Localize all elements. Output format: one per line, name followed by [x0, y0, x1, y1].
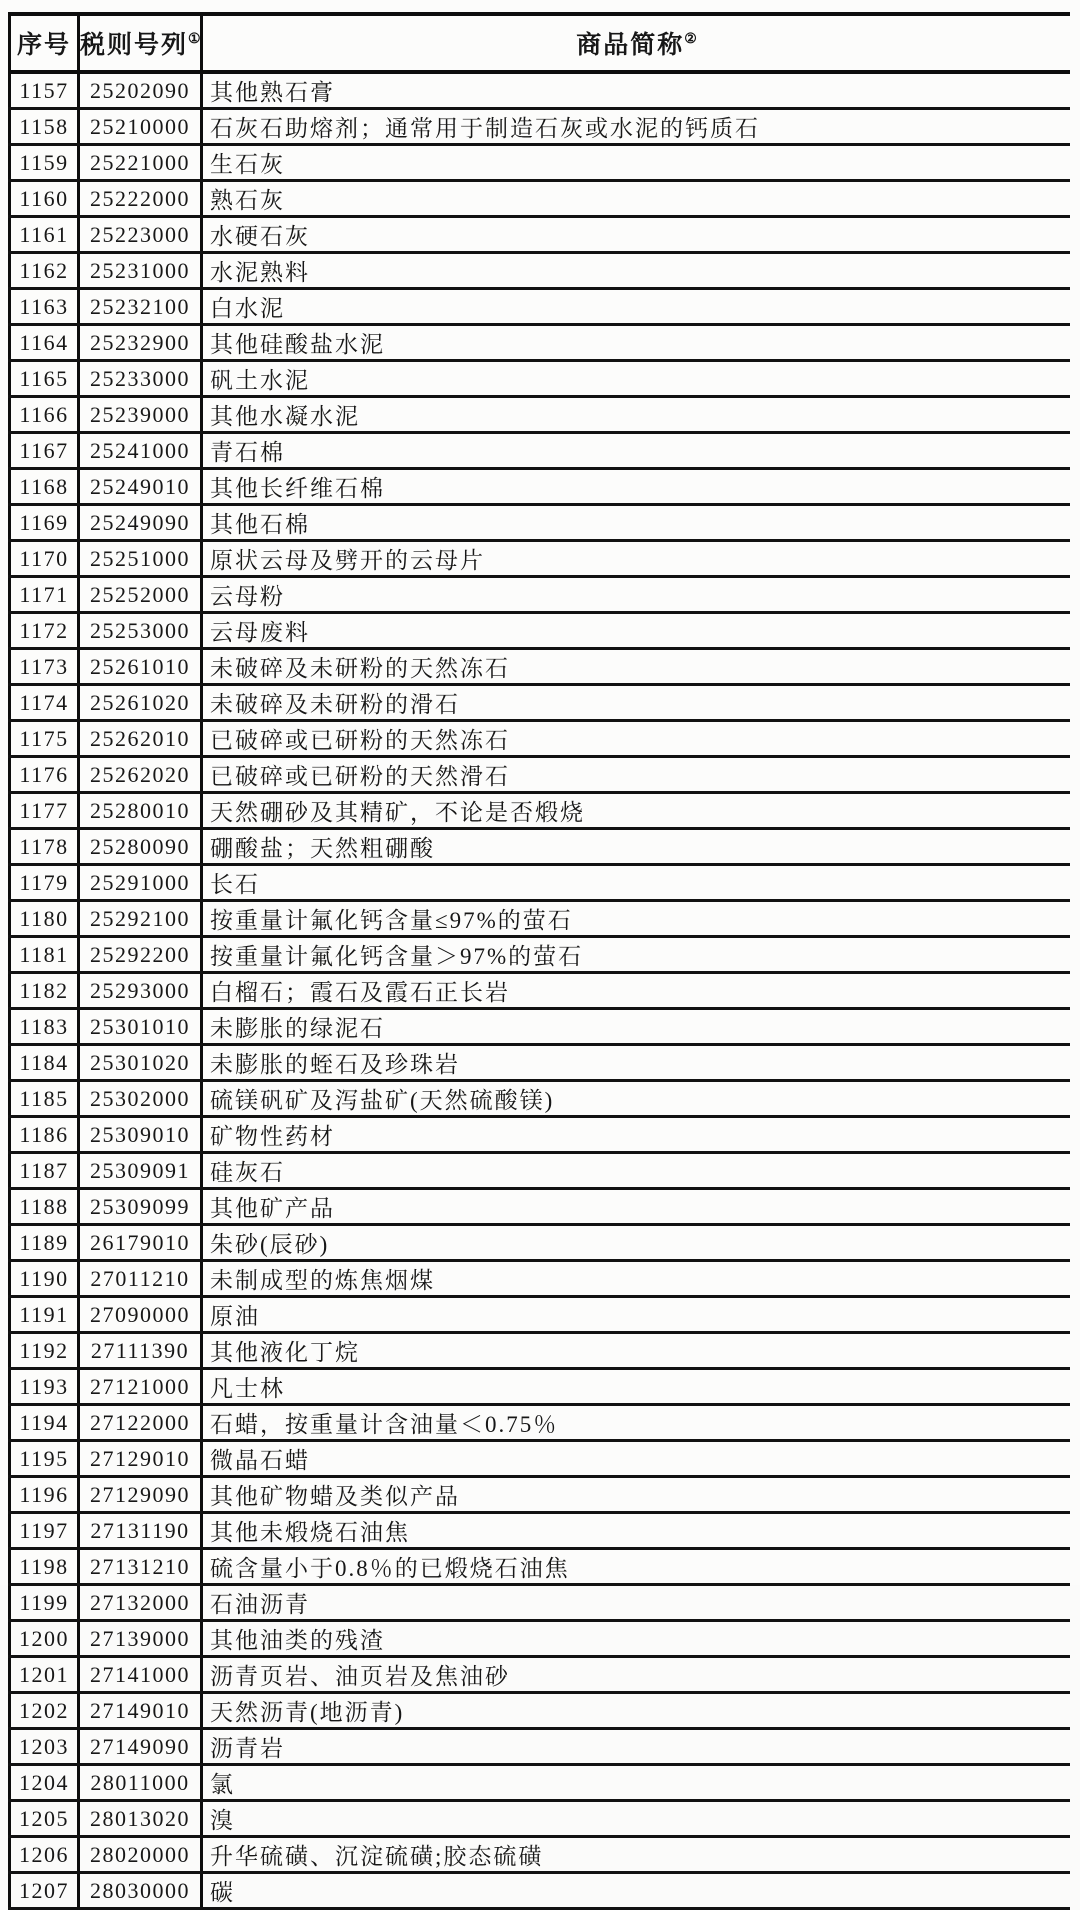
- serial-cell: 1171: [10, 577, 79, 613]
- table-row: [10, 937, 1071, 973]
- table-row: [10, 1261, 1071, 1297]
- serial-cell: 1157: [10, 72, 79, 109]
- product-name-cell: 熟石灰: [202, 181, 1071, 217]
- product-name-cell: 白榴石；霞石及霞石正长岩: [202, 973, 1071, 1009]
- serial-cell: 1196: [10, 1477, 79, 1513]
- product-name-cell: 其他液化丁烷: [202, 1333, 1071, 1369]
- serial-cell: 1185: [10, 1081, 79, 1117]
- table-row: [10, 1333, 1071, 1369]
- table-row: [10, 1477, 1071, 1513]
- tariff-code-cell: 27132000: [79, 1585, 202, 1621]
- tariff-code-cell: 25292200: [79, 937, 202, 973]
- table-row: [10, 289, 1071, 325]
- table-row: [10, 217, 1071, 253]
- table-row: [10, 325, 1071, 361]
- column-header-serial-label: 序号: [16, 32, 71, 59]
- table-row: [10, 1549, 1071, 1585]
- product-name-cell: 溴: [202, 1801, 1071, 1837]
- table-row: [10, 613, 1071, 649]
- serial-cell: 1166: [10, 397, 79, 433]
- tariff-code-cell: 25309010: [79, 1117, 202, 1153]
- column-header-tariff-code: [79, 14, 202, 72]
- serial-cell: 1179: [10, 865, 79, 901]
- table-row: [10, 505, 1071, 541]
- tariff-code-cell: 25261020: [79, 685, 202, 721]
- product-name-cell: 云母粉: [202, 577, 1071, 613]
- product-name-cell: 矿物性药材: [202, 1117, 1071, 1153]
- tariff-code-cell: 25280010: [79, 793, 202, 829]
- tariff-code-cell: 25210000: [79, 109, 202, 145]
- tariff-code-cell: 28030000: [79, 1873, 202, 1909]
- serial-cell: 1175: [10, 721, 79, 757]
- serial-cell: 1168: [10, 469, 79, 505]
- table-row: [10, 1441, 1071, 1477]
- table-row: [10, 685, 1071, 721]
- tariff-code-cell: 25221000: [79, 145, 202, 181]
- product-name-cell: 原油: [202, 1297, 1071, 1333]
- product-name-cell: 未破碎及未研粉的滑石: [202, 685, 1071, 721]
- table-row: [10, 109, 1071, 145]
- tariff-code-cell: 27111390: [79, 1333, 202, 1369]
- table-row: [10, 1117, 1071, 1153]
- serial-cell: 1180: [10, 901, 79, 937]
- tariff-code-cell: 25291000: [79, 865, 202, 901]
- table-row: [10, 1837, 1071, 1873]
- table-row: [10, 1657, 1071, 1693]
- product-name-cell: 石油沥青: [202, 1585, 1071, 1621]
- table-row: [10, 1369, 1071, 1405]
- product-name-cell: 碳: [202, 1873, 1071, 1909]
- table-row: [10, 145, 1071, 181]
- tariff-code-cell: 25293000: [79, 973, 202, 1009]
- table-row: [10, 1801, 1071, 1837]
- tariff-code-cell: 27129090: [79, 1477, 202, 1513]
- serial-cell: 1189: [10, 1225, 79, 1261]
- product-name-cell: 生石灰: [202, 145, 1071, 181]
- serial-cell: 1199: [10, 1585, 79, 1621]
- table-row: [10, 793, 1071, 829]
- table-row: [10, 649, 1071, 685]
- table-row: [10, 1729, 1071, 1765]
- product-name-cell: 按重量计氟化钙含量＞97%的萤石: [202, 937, 1071, 973]
- product-name-cell: 其他矿产品: [202, 1189, 1071, 1225]
- tariff-code-cell: 27139000: [79, 1621, 202, 1657]
- product-name-cell: 未破碎及未研粉的天然冻石: [202, 649, 1071, 685]
- serial-cell: 1183: [10, 1009, 79, 1045]
- product-name-cell: 已破碎或已研粉的天然滑石: [202, 757, 1071, 793]
- serial-cell: 1194: [10, 1405, 79, 1441]
- serial-cell: 1159: [10, 145, 79, 181]
- product-name-cell: 原状云母及劈开的云母片: [202, 541, 1071, 577]
- table-row: [10, 1297, 1071, 1333]
- serial-cell: 1158: [10, 109, 79, 145]
- serial-cell: 1182: [10, 973, 79, 1009]
- tariff-code-cell: 25249090: [79, 505, 202, 541]
- product-name-cell: 升华硫磺、沉淀硫磺;胶态硫磺: [202, 1837, 1071, 1873]
- product-name-cell: 其他石棉: [202, 505, 1071, 541]
- header-row: [10, 14, 1071, 72]
- tariff-code-cell: 27122000: [79, 1405, 202, 1441]
- tariff-code-cell: 25232900: [79, 325, 202, 361]
- tariff-code-cell: 27090000: [79, 1297, 202, 1333]
- tariff-code-cell: 26179010: [79, 1225, 202, 1261]
- serial-cell: 1200: [10, 1621, 79, 1657]
- table-row: [10, 1405, 1071, 1441]
- serial-cell: 1202: [10, 1693, 79, 1729]
- table-row: [10, 865, 1071, 901]
- serial-cell: 1174: [10, 685, 79, 721]
- product-name-cell: 未膨胀的蛭石及珍珠岩: [202, 1045, 1071, 1081]
- serial-cell: 1205: [10, 1801, 79, 1837]
- table-row: [10, 1225, 1071, 1261]
- product-name-cell: 其他矿物蜡及类似产品: [202, 1477, 1071, 1513]
- tariff-code-cell: 25222000: [79, 181, 202, 217]
- tariff-code-cell: 25301020: [79, 1045, 202, 1081]
- tariff-code-cell: 25292100: [79, 901, 202, 937]
- tariff-code-cell: 25241000: [79, 433, 202, 469]
- product-name-cell: 石蜡，按重量计含油量＜0.75％: [202, 1405, 1071, 1441]
- product-name-cell: 石灰石助熔剂；通常用于制造石灰或水泥的钙质石: [202, 109, 1071, 145]
- column-header-serial: [10, 14, 79, 72]
- tariff-code-cell: 28020000: [79, 1837, 202, 1873]
- tariff-code-cell: 25202090: [79, 72, 202, 109]
- serial-cell: 1203: [10, 1729, 79, 1765]
- product-name-cell: 沥青岩: [202, 1729, 1071, 1765]
- product-name-cell: 白水泥: [202, 289, 1071, 325]
- tariff-code-cell: 25302000: [79, 1081, 202, 1117]
- serial-cell: 1181: [10, 937, 79, 973]
- product-name-cell: 未膨胀的绿泥石: [202, 1009, 1071, 1045]
- column-header-tariff-label: 税则号列: [80, 32, 189, 59]
- tariff-code-cell: 25251000: [79, 541, 202, 577]
- product-name-cell: 硫含量小于0.8％的已煅烧石油焦: [202, 1549, 1071, 1585]
- table-row: [10, 1045, 1071, 1081]
- table-row: [10, 1693, 1071, 1729]
- serial-cell: 1163: [10, 289, 79, 325]
- table-row: [10, 1009, 1071, 1045]
- product-name-cell: 朱砂(辰砂): [202, 1225, 1071, 1261]
- tariff-table: [8, 12, 1070, 1910]
- tariff-code-cell: 25252000: [79, 577, 202, 613]
- table-body: [10, 72, 1071, 1909]
- product-name-cell: 云母废料: [202, 613, 1071, 649]
- table-row: [10, 469, 1071, 505]
- serial-cell: 1187: [10, 1153, 79, 1189]
- serial-cell: 1193: [10, 1369, 79, 1405]
- table-row: [10, 361, 1071, 397]
- table-row: [10, 901, 1071, 937]
- product-name-cell: 已破碎或已研粉的天然冻石: [202, 721, 1071, 757]
- serial-cell: 1177: [10, 793, 79, 829]
- product-name-cell: 天然硼砂及其精矿，不论是否煅烧: [202, 793, 1071, 829]
- product-name-cell: 天然沥青(地沥青): [202, 1693, 1071, 1729]
- table-row: [10, 577, 1071, 613]
- serial-cell: 1206: [10, 1837, 79, 1873]
- table-header: [10, 14, 1071, 72]
- serial-cell: 1178: [10, 829, 79, 865]
- product-name-cell: 青石棉: [202, 433, 1071, 469]
- product-name-cell: 矾土水泥: [202, 361, 1071, 397]
- serial-cell: 1170: [10, 541, 79, 577]
- table-row: [10, 757, 1071, 793]
- serial-cell: 1162: [10, 253, 79, 289]
- table-row: [10, 433, 1071, 469]
- serial-cell: 1173: [10, 649, 79, 685]
- serial-cell: 1160: [10, 181, 79, 217]
- tariff-code-cell: 25223000: [79, 217, 202, 253]
- serial-cell: 1164: [10, 325, 79, 361]
- table-row: [10, 181, 1071, 217]
- product-name-cell: 硫镁矾矿及泻盐矿(天然硫酸镁): [202, 1081, 1071, 1117]
- tariff-code-cell: 27149090: [79, 1729, 202, 1765]
- serial-cell: 1167: [10, 433, 79, 469]
- product-name-cell: 其他长纤维石棉: [202, 469, 1071, 505]
- table-row: [10, 829, 1071, 865]
- tariff-code-cell: 27121000: [79, 1369, 202, 1405]
- tariff-code-cell: 25309099: [79, 1189, 202, 1225]
- serial-cell: 1165: [10, 361, 79, 397]
- serial-cell: 1190: [10, 1261, 79, 1297]
- table-row: [10, 541, 1071, 577]
- table-row: [10, 397, 1071, 433]
- serial-cell: 1184: [10, 1045, 79, 1081]
- table-row: [10, 721, 1071, 757]
- product-name-cell: 硼酸盐；天然粗硼酸: [202, 829, 1071, 865]
- tariff-code-cell: 25280090: [79, 829, 202, 865]
- tariff-code-cell: 25249010: [79, 469, 202, 505]
- tariff-code-cell: 27129010: [79, 1441, 202, 1477]
- serial-cell: 1204: [10, 1765, 79, 1801]
- product-name-cell: 长石: [202, 865, 1071, 901]
- table-row: [10, 1081, 1071, 1117]
- product-name-cell: 水泥熟料: [202, 253, 1071, 289]
- table-row: [10, 1189, 1071, 1225]
- table-row: [10, 1153, 1071, 1189]
- product-name-cell: 其他未煅烧石油焦: [202, 1513, 1071, 1549]
- serial-cell: 1192: [10, 1333, 79, 1369]
- product-name-cell: 微晶石蜡: [202, 1441, 1071, 1477]
- tariff-code-cell: 27131210: [79, 1549, 202, 1585]
- footnote-marker-2: ②: [684, 32, 697, 47]
- table-row: [10, 973, 1071, 1009]
- product-name-cell: 氯: [202, 1765, 1071, 1801]
- product-name-cell: 其他水凝水泥: [202, 397, 1071, 433]
- tariff-code-cell: 25233000: [79, 361, 202, 397]
- tariff-code-cell: 25309091: [79, 1153, 202, 1189]
- product-name-cell: 其他硅酸盐水泥: [202, 325, 1071, 361]
- table-row: [10, 72, 1071, 109]
- product-name-cell: 水硬石灰: [202, 217, 1071, 253]
- tariff-code-cell: 25301010: [79, 1009, 202, 1045]
- table-row: [10, 1621, 1071, 1657]
- table-row: [10, 1765, 1071, 1801]
- serial-cell: 1207: [10, 1873, 79, 1909]
- serial-cell: 1191: [10, 1297, 79, 1333]
- table-row: [10, 1513, 1071, 1549]
- serial-cell: 1169: [10, 505, 79, 541]
- serial-cell: 1172: [10, 613, 79, 649]
- serial-cell: 1197: [10, 1513, 79, 1549]
- table-row: [10, 1873, 1071, 1909]
- tariff-code-cell: 27149010: [79, 1693, 202, 1729]
- table-row: [10, 253, 1071, 289]
- serial-cell: 1176: [10, 757, 79, 793]
- serial-cell: 1201: [10, 1657, 79, 1693]
- tariff-code-cell: 25261010: [79, 649, 202, 685]
- serial-cell: 1161: [10, 217, 79, 253]
- serial-cell: 1198: [10, 1549, 79, 1585]
- table-row: [10, 1585, 1071, 1621]
- tariff-code-cell: 25232100: [79, 289, 202, 325]
- tariff-code-cell: 27131190: [79, 1513, 202, 1549]
- tariff-code-cell: 25262020: [79, 757, 202, 793]
- product-name-cell: 沥青页岩、油页岩及焦油砂: [202, 1657, 1071, 1693]
- serial-cell: 1186: [10, 1117, 79, 1153]
- tariff-code-cell: 25231000: [79, 253, 202, 289]
- column-header-product-name: [202, 14, 1071, 72]
- product-name-cell: 按重量计氟化钙含量≤97%的萤石: [202, 901, 1071, 937]
- product-name-cell: 其他熟石膏: [202, 72, 1071, 109]
- tariff-code-cell: 25262010: [79, 721, 202, 757]
- column-header-product-label: 商品简称: [576, 32, 685, 59]
- tariff-code-cell: 25253000: [79, 613, 202, 649]
- tariff-code-cell: 25239000: [79, 397, 202, 433]
- product-name-cell: 未制成型的炼焦烟煤: [202, 1261, 1071, 1297]
- footnote-marker-1: ①: [188, 32, 201, 47]
- tariff-code-cell: 27011210: [79, 1261, 202, 1297]
- product-name-cell: 其他油类的残渣: [202, 1621, 1071, 1657]
- product-name-cell: 凡士林: [202, 1369, 1071, 1405]
- serial-cell: 1195: [10, 1441, 79, 1477]
- tariff-code-cell: 28013020: [79, 1801, 202, 1837]
- tariff-code-cell: 27141000: [79, 1657, 202, 1693]
- product-name-cell: 硅灰石: [202, 1153, 1071, 1189]
- tariff-code-cell: 28011000: [79, 1765, 202, 1801]
- serial-cell: 1188: [10, 1189, 79, 1225]
